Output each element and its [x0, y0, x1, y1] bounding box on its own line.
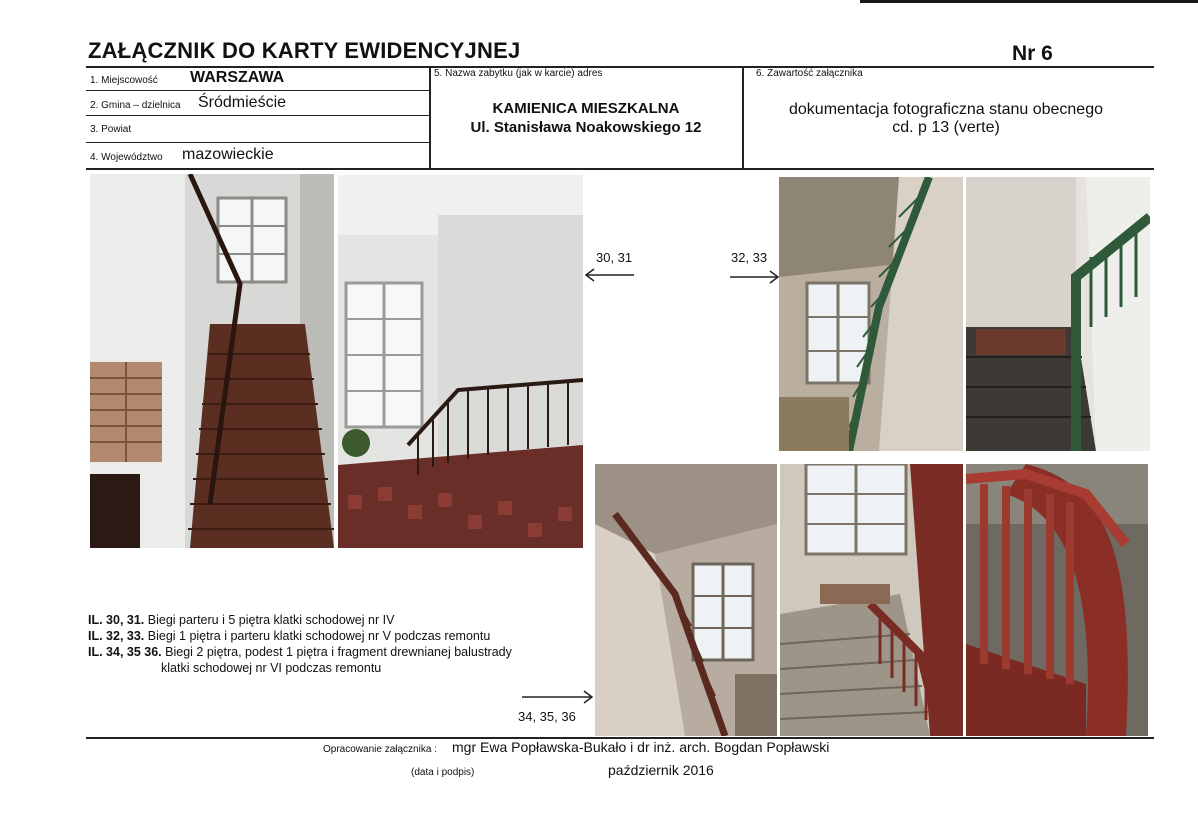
nazwa-line-1: KAMIENICA MIESZKALNA — [492, 100, 680, 117]
photo-31 — [338, 175, 583, 548]
caption-line — [88, 644, 588, 660]
arrow-label-32-33: 32, 33 — [731, 250, 768, 265]
arrow-label-30-31: 30, 31 — [596, 250, 633, 265]
arrow-left-icon — [584, 268, 636, 282]
photo-32 — [779, 177, 963, 451]
photo-34 — [595, 464, 777, 736]
nazwa-label: 5. Nazwa zabytku (jak w karcie) adres — [434, 68, 603, 79]
zawartosc-line-1: dokumentacja fotograficzna stanu obecnego — [789, 101, 1103, 118]
arrow-label-34-35-36: 34, 35, 36 — [518, 709, 576, 724]
arrow-right-icon — [520, 690, 594, 704]
caption-text: klatki schodowej nr VI podczas remontu — [161, 661, 382, 675]
photo-36 — [966, 464, 1148, 736]
photo-35 — [780, 464, 963, 736]
caption-line — [88, 612, 588, 628]
sheet-number: Nr 6 — [1012, 42, 1053, 65]
caption-line — [88, 628, 588, 644]
arrow-right-icon — [728, 270, 780, 284]
wojewodztwo-label: 4. Województwo — [90, 152, 163, 163]
prepared-label: Opracowanie załącznika : — [323, 744, 437, 755]
table-divider-2 — [742, 66, 744, 170]
miejscowosc-label: 1. Miejscowość — [90, 75, 158, 86]
zawartosc-line-2: cd. p 13 (verte) — [892, 119, 1000, 136]
date-value: październik 2016 — [608, 762, 714, 778]
wojewodztwo-value: mazowieckie — [182, 146, 274, 163]
caption-line — [88, 660, 588, 676]
photo-33 — [966, 177, 1150, 451]
caption-block — [88, 612, 588, 676]
gmina-value: Śródmieście — [198, 94, 287, 111]
caption-label: IL. 34, 35 36. — [88, 645, 162, 659]
nazwa-line-2: Ul. Stanisława Noakowskiego 12 — [470, 119, 702, 136]
powiat-label: 3. Powiat — [90, 124, 132, 135]
scan-edge-bar — [860, 0, 1198, 3]
table-bottom-rule — [86, 168, 1154, 170]
page-title: ZAŁĄCZNIK DO KARTY EWIDENCYJNEJ — [88, 38, 521, 63]
row-rule-1 — [86, 90, 430, 91]
caption-label: IL. 30, 31. — [88, 613, 145, 627]
caption-label: IL. 32, 33. — [88, 629, 145, 643]
miejscowosc-value: WARSZAWA — [190, 69, 285, 86]
caption-text: Biegi 1 piętra i parteru klatki schodowej nr V podczas remontu — [144, 629, 491, 643]
caption-text: Biegi parteru i 5 piętra klatki schodowej nr IV — [144, 613, 395, 627]
table-divider-1 — [429, 66, 431, 170]
row-rule-2 — [86, 115, 430, 116]
gmina-label: 2. Gmina – dzielnica — [90, 100, 181, 111]
table-top-rule — [86, 66, 1154, 68]
photo-30 — [90, 174, 334, 548]
date-label: (data i podpis) — [411, 767, 475, 778]
zawartosc-label: 6. Zawartość załącznika — [756, 68, 863, 79]
caption-text: Biegi 2 piętra, podest 1 piętra i fragment drewnianej balustrady — [161, 645, 512, 659]
prepared-value: mgr Ewa Popławska-Bukało i dr inż. arch. Bogdan Popławski — [452, 739, 830, 755]
row-rule-3 — [86, 142, 430, 143]
